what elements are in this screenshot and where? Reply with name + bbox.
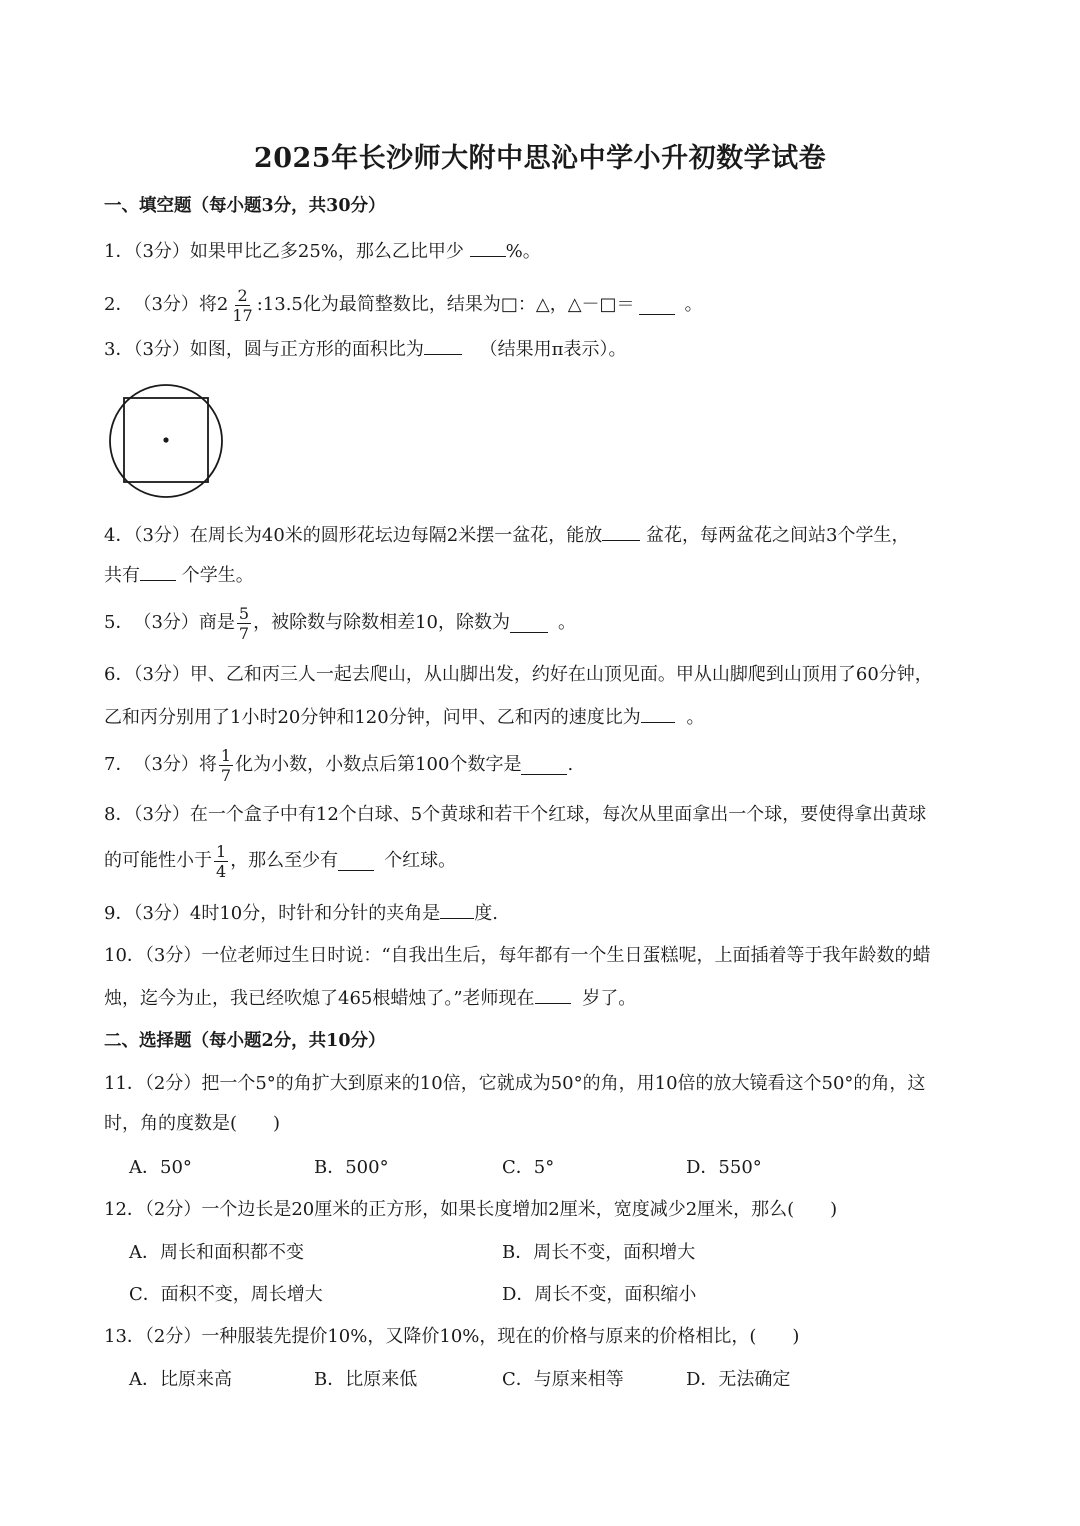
- answer-blank[interactable]: [440, 900, 474, 919]
- option-a[interactable]: A．50°: [129, 1157, 192, 1178]
- question-4: 4．（3分）在周长为40米的圆形花坛边每隔2米摆一盆花，能放 盆花，每两盆花之间站3个学生，: [104, 522, 984, 549]
- option-b[interactable]: B．比原来低: [314, 1369, 418, 1390]
- answer-blank[interactable]: [510, 614, 548, 633]
- question-10-line-2: 烛，迄今为止，我已经吹熄了465根蜡烛了。”老师现在 岁了。: [104, 985, 984, 1012]
- question-1: 1．（3分）如果甲比乙多25%，那么乙比甲少 %。: [104, 238, 984, 265]
- question-8: 8．（3分）在一个盒子中有12个白球、5个黄球和若干个红球，每次从里面拿出一个球，要使得拿出黄球: [104, 804, 927, 825]
- option-d[interactable]: D．550°: [686, 1157, 762, 1178]
- option-d[interactable]: D．周长不变，面积缩小: [502, 1284, 697, 1305]
- question-9: 9．（3分）4时10分，时针和分针的夹角是 度.: [104, 900, 984, 927]
- option-c[interactable]: C．5°: [502, 1157, 555, 1178]
- answer-blank[interactable]: [641, 704, 675, 723]
- question-2: 2． （3分） 将2 $\frac{2}{17}$ :13.5化为最简整数比，结果为□：△，△－□＝ 。: [104, 285, 703, 325]
- option-d[interactable]: D．无法确定: [686, 1369, 791, 1390]
- answer-blank[interactable]: [470, 238, 506, 257]
- fraction: $\frac{2}{17}$: [232, 285, 253, 325]
- fraction: $\frac{1}{4}$: [216, 841, 227, 881]
- question-11: 11．（2分）把一个5°的角扩大到原来的10倍，它就成为50°的角，用10倍的放大镜看这个50°的角，这: [104, 1073, 926, 1094]
- answer-blank[interactable]: [521, 756, 567, 775]
- exam-title: 2025年长沙师大附中思沁中学小升初数学试卷: [253, 143, 827, 174]
- question-8-line-2: 的可能性小于 $\frac{1}{4}$ ，那么至少有 个红球。: [104, 841, 457, 881]
- fraction: $\frac{1}{7}$: [220, 745, 232, 785]
- option-b[interactable]: B．500°: [314, 1157, 389, 1178]
- answer-blank[interactable]: [424, 336, 462, 355]
- question-13: 13．（2分）一种服装先提价10%，又降价10%，现在的价格与原来的价格相比，( ): [104, 1326, 800, 1347]
- answer-blank[interactable]: [140, 562, 176, 581]
- question-11-line-2: 时，角的度数是( ): [104, 1113, 281, 1134]
- fraction: $\frac{5}{7}$: [238, 603, 250, 643]
- answer-blank[interactable]: [338, 852, 374, 871]
- option-c[interactable]: C．面积不变，周长增大: [129, 1284, 323, 1305]
- question-10: 10．（3分）一位老师过生日时说：“自我出生后，每年都有一个生日蛋糕呢，上面插着等于我年龄数的蜡: [104, 945, 931, 966]
- question-12: 12．（2分）一个边长是20厘米的正方形，如果长度增加2厘米，宽度减少2厘米，那么( ): [104, 1199, 838, 1220]
- question-7: 7． （3分） 将 $\frac{1}{7}$ 化为小数，小数点后第100个数字是 .: [104, 745, 574, 785]
- option-b[interactable]: B．周长不变，面积增大: [502, 1242, 696, 1263]
- question-6: 6．（3分）甲、乙和丙三人一起去爬山，从山脚出发，约好在山顶见面。甲从山脚爬到山顶用了60分钟，: [104, 664, 933, 685]
- option-a[interactable]: A．比原来高: [129, 1369, 232, 1390]
- question-4-line-2: 共有 个学生。: [104, 562, 984, 589]
- center-dot: [163, 437, 168, 442]
- answer-blank[interactable]: [602, 522, 640, 541]
- option-a[interactable]: A．周长和面积都不变: [129, 1242, 304, 1263]
- answer-blank[interactable]: [639, 296, 675, 315]
- answer-blank[interactable]: [535, 985, 571, 1004]
- section-heading-fill-blank: 一、填空题（每小题3分，共30分）: [104, 196, 386, 216]
- section-heading-multiple-choice: 二、选择题（每小题2分，共10分）: [104, 1031, 386, 1051]
- question-6-line-2: 乙和丙分别用了1小时20分钟和120分钟，问甲、乙和丙的速度比为 。: [104, 704, 984, 731]
- circle-square-figure: [104, 383, 228, 501]
- question-5: 5． （3分） 商是 $\frac{5}{7}$ ，被除数与除数相差10，除数为 。: [104, 603, 576, 643]
- question-3: 3．（3分）如图，圆与正方形的面积比为 （结果用π表示）。: [104, 336, 984, 363]
- option-c[interactable]: C．与原来相等: [502, 1369, 624, 1390]
